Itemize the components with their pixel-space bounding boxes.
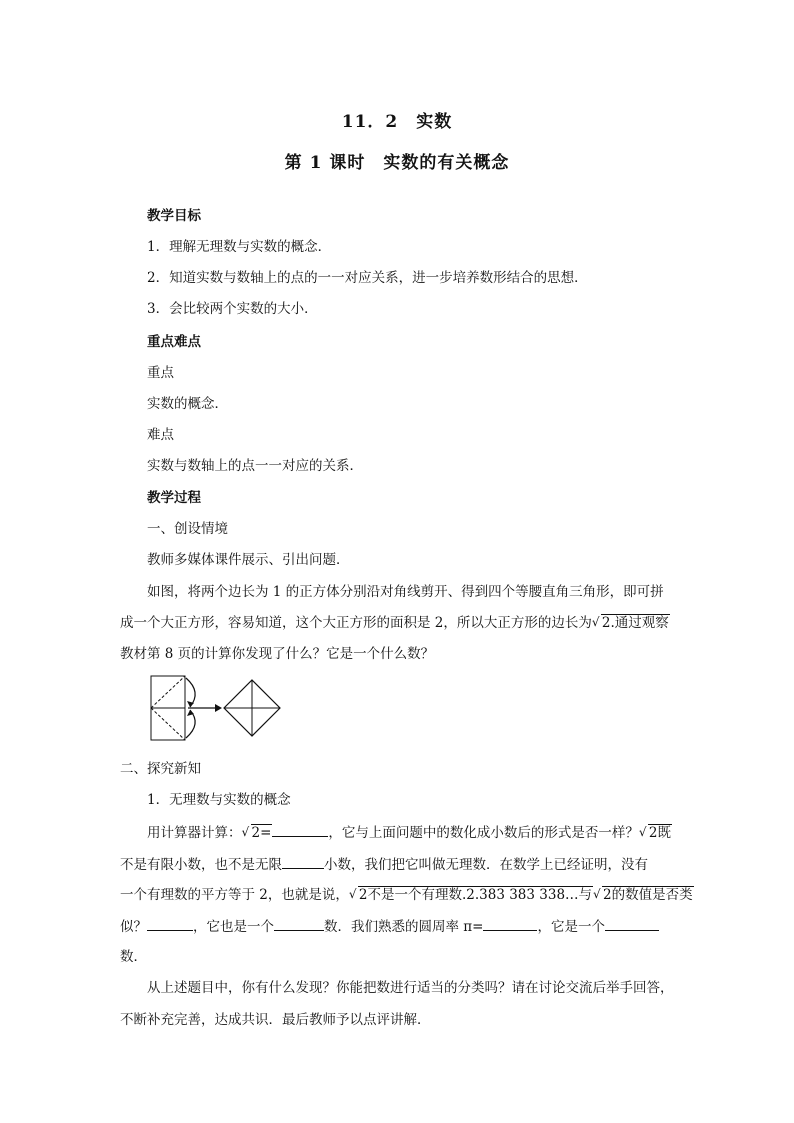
answer-blank-2[interactable] [282,855,324,869]
sqrt-operand: 2= [251,825,272,841]
sqrt-icon: √ [348,887,357,901]
sqrt-expression [242,824,273,842]
q4-text-a: 似？ [120,919,147,935]
sqrt-operand: 2不是一个有理数.2.383 383 338…与 [358,887,593,903]
page-title: 11．2 实数 [341,112,453,132]
page-subtitle: 第 1 课时 实数的有关概念 [284,153,510,173]
para1-line3: 教材第 8 页的计算你发现了什么？它是一个什么数？ [120,646,435,662]
q4-text-c: 数．我们熟悉的圆周率 π= [324,919,484,935]
answer-blank-5[interactable] [483,917,537,931]
answer-blank-1[interactable] [272,823,328,837]
q1-text-a: 用计算器计算： [147,825,242,841]
para1-line2 [120,614,680,632]
key-text: 实数的概念． [147,396,228,412]
q4-text-b: ，它也是一个 [193,919,274,935]
square-cut-figure [150,674,310,744]
answer-blank-4[interactable] [274,917,324,931]
goal-item-1: 1．理解无理数与实数的概念． [147,239,332,255]
goals-heading: 教学目标 [147,208,201,224]
answer-blank-6[interactable] [605,917,659,931]
q3-text-a: 一个有理数的平方等于 2，也就是说， [120,887,349,903]
sqrt-expression [593,886,694,904]
sub1-title: 1．无理数与实数的概念 [147,792,291,808]
key-label: 重点 [147,365,174,381]
process-heading: 教学过程 [147,490,201,506]
para2-line1: 从上述题目中，你有什么发现？你能把数进行适当的分类吗？请在讨论交流后举手回答， [147,980,674,996]
para1-line2-text: 成一个大正方形，容易知道，这个大正方形的面积是 2，所以大正方形的边长为 [120,615,592,631]
question-line2 [120,855,650,874]
sqrt-icon: √ [638,825,647,839]
q4-text-d: ，它是一个 [537,919,605,935]
q2-text-a: 不是有限小数，也不是无限 [120,857,282,873]
difficult-label: 难点 [147,427,174,443]
sqrt-operand: 2的数值是否类 [603,887,693,903]
difficult-text: 实数与数轴上的点一一对应的关系． [147,458,363,474]
question-line4 [120,917,650,936]
sqrt-expression [639,824,672,842]
key-points-heading: 重点难点 [147,334,201,350]
section1-title: 一、创设情境 [147,521,228,537]
goal-item-2: 2．知道实数与数轴上的点的一一对应关系，进一步培养数形结合的思想． [147,270,588,286]
section1-line1: 教师多媒体课件展示、引出问题． [147,552,350,568]
section2-title: 二、探究新知 [120,761,201,777]
q2-text-b: 小数，我们把它叫做无理数．在数学上已经证明，没有 [324,857,648,873]
q1-text-c: ，它与上面问题中的数化成小数后的形式是否一样？ [328,825,639,841]
sqrt-icon: √ [241,825,250,839]
answer-blank-3[interactable] [147,917,193,931]
sqrt-icon: √ [593,887,601,901]
para1-line1: 如图，将两个边长为 1 的正方体分别沿对角线剪开、得到四个等腰直角三角形，即可拼 [147,584,664,600]
goal-item-3: 3．会比较两个实数的大小． [147,301,318,317]
question-line1 [147,823,677,842]
question-line5: 数． [120,949,147,965]
sqrt-expression [592,614,670,632]
sqrt-icon: √ [591,615,600,629]
question-line3 [120,886,693,904]
sqrt-operand: 2.通过观察 [601,615,669,631]
para2-line2: 不断补充完善，达成共识．最后教师予以点评讲解． [120,1012,431,1028]
sqrt-operand: 2既 [648,825,671,841]
sqrt-expression [349,886,593,904]
